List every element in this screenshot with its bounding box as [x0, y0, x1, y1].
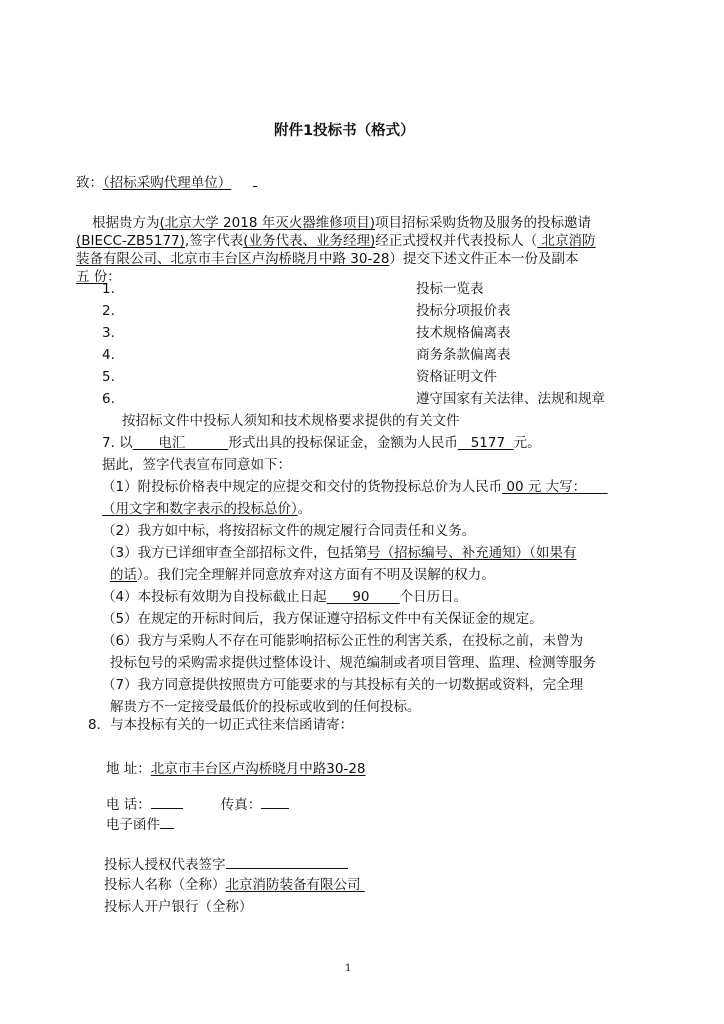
doc-name-3: 技术规格偏离表 — [416, 325, 511, 341]
company-name-part2: 装备有限公司、北京市丰台区卢沟桥晓月中路 30-28 — [76, 251, 390, 267]
clause-7-line-1: （7）我方同意提供按照贵方可能要求的与其投标有关的一切数据或资料，完全理 — [102, 677, 584, 693]
clause-6-line-1: （6）我方与采购人不存在可能影响招标公正性的利害关系，在投标之前，未曾为 — [102, 633, 584, 649]
intro-text: 根据贵方为 — [92, 215, 160, 231]
address-label: 地 址： — [106, 761, 151, 777]
doc-name-6: 遵守国家有关法律、法规和规章 — [416, 391, 605, 407]
clause-text: （4）本投标有效期为自投标截止日起 — [102, 589, 327, 605]
copies-count: 五 份 — [76, 269, 108, 285]
guarantee-form: 电汇 — [158, 435, 186, 451]
clause-text: 。 — [297, 501, 312, 517]
clause-4 — [102, 588, 467, 606]
bidder-bank-line: 投标人开户银行（全称） — [104, 899, 253, 915]
item-8: 8．与本投标有关的一切正式往来信函请寄： — [88, 717, 354, 733]
document-title: 附件1投标书（格式） — [274, 123, 415, 139]
doc-num-2: 2. — [102, 303, 115, 319]
doc-num-3: 3. — [102, 325, 115, 341]
intro-text: ： — [107, 269, 121, 285]
item-7 — [102, 434, 541, 452]
doc-name-5: 资格证明文件 — [416, 369, 497, 385]
addressee-value: （招标采购代理单位） — [103, 175, 232, 191]
tender-code: (BIECC-ZB5177) — [76, 233, 185, 249]
clause-3-line-2 — [110, 566, 495, 584]
company-name-part1: 北京消防 — [537, 233, 596, 249]
address-line — [106, 760, 366, 778]
bidder-name-value: 北京消防装备有限公司 — [225, 877, 361, 893]
addressee-line — [76, 172, 257, 192]
item7-text: 形式出具的投标保证金，金额为人民币 — [228, 435, 458, 451]
rep-signature-label: 投标人授权代表签字 — [104, 857, 226, 873]
project-name: (北京大学 2018 年灭火器维修项目) — [159, 215, 375, 231]
tender-number-note: 号（招标编号、补充通知）（如果有 — [367, 545, 577, 561]
page-number: 1 — [345, 963, 352, 974]
intro-text: ,签字代表 — [184, 233, 244, 249]
address-value: 北京市丰台区卢沟桥晓月中路30-28 — [150, 761, 366, 777]
email-blank — [160, 814, 174, 829]
phone-fax-line — [106, 794, 289, 814]
fax-blank — [261, 794, 289, 809]
doc-num-1: 1. — [102, 281, 115, 297]
clause-2: （2）我方如中标，将按招标文件的规定履行合同责任和义务。 — [102, 523, 476, 539]
clause-1-line-1 — [102, 478, 608, 496]
clause-7-line-2: 解贵方不一定接受最低价的投标或收到的任何投标。 — [110, 699, 421, 715]
fax-label: 传真： — [220, 797, 262, 813]
bidder-name-line — [104, 876, 365, 894]
intro-text: 经正式授权并代表投标人（ — [375, 233, 538, 249]
clause-text: （1）附投标价格表中规定的应提交和交付的货物投标总价为人民币 — [102, 479, 503, 495]
clause-3-line-1 — [102, 544, 576, 562]
total-price: 00 元 大写： — [502, 479, 587, 495]
intro-text: ）提交下述文件正本一份及副本 — [389, 251, 579, 267]
intro-line-3 — [76, 250, 579, 268]
doc-num-6: 6. — [102, 391, 115, 407]
bidder-name-label: 投标人名称（全称） — [104, 877, 226, 893]
phone-blank — [151, 794, 183, 809]
clause-text: 个日历日。 — [399, 589, 468, 605]
clause-text: ）。我们完全理解并同意放弃对这方面有不明及误解的权力。 — [137, 567, 495, 583]
validity-days: 90 — [352, 589, 370, 605]
clause-6-line-2: 投标包号的采购需求提供过整体设计、规范编制或者项目管理、监理、检测等服务 — [110, 655, 596, 671]
clause-text: （3）我方已详细审查全部招标文件，包括第 — [102, 545, 368, 561]
item7-text: 7. 以 — [102, 435, 133, 451]
rep-signature-line — [104, 854, 348, 874]
item7-text: 元。 — [513, 435, 541, 451]
phone-label: 电 话： — [106, 797, 151, 813]
email-line — [106, 814, 174, 834]
doc-name-4: 商务条款偏离表 — [416, 347, 511, 363]
declaration: 据此，签字代表宣布同意如下： — [102, 457, 291, 473]
doc-note: 按招标文件中投标人须知和技术规格要求提供的有关文件 — [122, 413, 460, 429]
doc-name-1: 投标一览表 — [416, 281, 484, 297]
total-price-note: （用文字和数字表示的投标总价） — [102, 501, 298, 517]
intro-line-2 — [76, 232, 596, 250]
tender-number-note-end: 的话 — [110, 567, 137, 583]
doc-num-4: 4. — [102, 347, 115, 363]
intro-line-1 — [92, 214, 591, 232]
clause-1-line-2 — [102, 500, 311, 518]
representative-title: (业务代表、业务经理) — [243, 233, 376, 249]
doc-name-2: 投标分项报价表 — [416, 303, 511, 319]
clause-5: （5）在规定的开标时间后，我方保证遵守招标文件中有关保证金的规定。 — [102, 611, 543, 627]
doc-num-5: 5. — [102, 369, 115, 385]
intro-text: 项目招标采购货物及服务的投标邀请 — [374, 215, 591, 231]
addressee-prefix: 致： — [76, 175, 103, 191]
email-label: 电子函件 — [106, 817, 160, 833]
guarantee-amount: 5177 — [470, 435, 506, 451]
rep-signature-blank — [226, 854, 348, 869]
